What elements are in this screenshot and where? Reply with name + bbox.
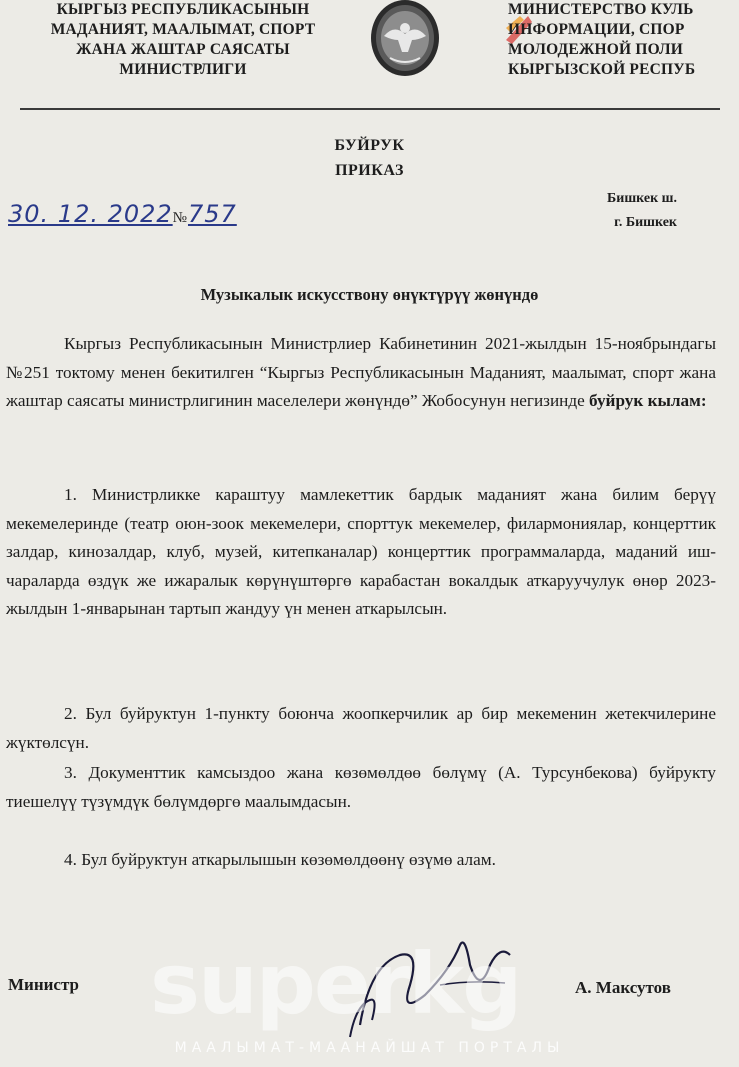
- document-title-kyrgyz: БУЙРУК: [334, 137, 405, 154]
- signatory-name: А. Максутов: [575, 978, 671, 997]
- order-item-3: 3. Документтик камсыздоо жана көзөмөлдөө бөлүмү (А. Турсунбекова) буйрукту тиешелүү түзүмдүк бөлүмдөргө маалымдасын.: [6, 763, 716, 811]
- city-russian: г. Бишкек: [614, 215, 677, 230]
- order-subject: Музыкалык искусствону өнүктүрүү жөнүндө: [200, 285, 539, 304]
- ministry-line: МИНИСТЕРСТВО КУЛЬ: [508, 1, 694, 18]
- order-date-number: [8, 200, 237, 228]
- city-kyrgyz: Бишкек ш.: [607, 191, 677, 206]
- ministry-line: ЖАНА ЖАШТАР САЯСАТЫ: [76, 41, 290, 58]
- state-emblem-icon: [368, 0, 442, 82]
- preamble-bold: буйрук кылам:: [589, 391, 707, 411]
- order-item-4: 4. Бул буйруктун аткарылышын көзөмөлдөөнү өзүмө алам.: [64, 850, 496, 869]
- ministry-line: МАДАНИЯТ, МААЛЫМАТ, СПОРТ: [50, 21, 316, 38]
- order-item-1: 1. Министрликке караштуу мамлекеттик бардык маданият жана билим берүү мекемелеринде (театр оюн-зоок мекемелери, спорттук мекемелер, филармониялар, концерттик залдар, кинозалдар, клуб, музей, китепканалар) концерттик программаларда, маданий иш-чараларда өздүк же ижаралык көрүнүштөргө карабастан вокалдык аткаруучулук өнөр 2023-жылдын 1-январынан тартып жандуу үн менен аткарылсын.: [6, 485, 716, 619]
- preamble-text: Кыргыз Республикасынын Министрлиер Кабинетинин 2021-жылдын 15-ноябрындагы №251 токтому менен бекитилген “Кыргыз Республикасынын Маданият, маалымат, спорт жана жаштар саясаты министрлигинин маселелери жөнүндө” Жобосунун негизинде: [6, 334, 716, 411]
- order-item-2: 2. Бул буйруктун 1-пункту боюнча жоопкерчилик ар бир мекеменин жетекчилерине жүктөлсүн.: [6, 704, 716, 752]
- number-sign: №: [172, 210, 188, 226]
- order-date: 30. 12. 2022: [8, 200, 173, 228]
- order-number: 757: [187, 200, 237, 228]
- ministry-line: МИНИСТРЛИГИ: [119, 61, 247, 78]
- preamble-paragraph: [6, 330, 716, 416]
- ministry-line: ИНФОРМАЦИИ, СПОР: [508, 21, 685, 38]
- ministry-name-russian: [508, 0, 739, 80]
- ministry-line: МОЛОДЕЖНОЙ ПОЛИ: [508, 41, 684, 58]
- watermark-logo: superkg: [150, 935, 521, 1033]
- header-divider: [20, 108, 720, 110]
- ministry-name-kyrgyz: [18, 0, 348, 80]
- document-title-russian: ПРИКАЗ: [335, 162, 404, 179]
- ministry-line: КЫРГЫЗ РЕСПУБЛИКАСЫНЫН: [56, 1, 310, 18]
- ministry-line: КЫРГЫЗСКОЙ РЕСПУБ: [508, 61, 696, 78]
- signatory-position: Министр: [8, 975, 79, 994]
- watermark-tagline: МААЛЫМАТ-МААНАЙШАТ ПОРТАЛЫ: [174, 1040, 565, 1056]
